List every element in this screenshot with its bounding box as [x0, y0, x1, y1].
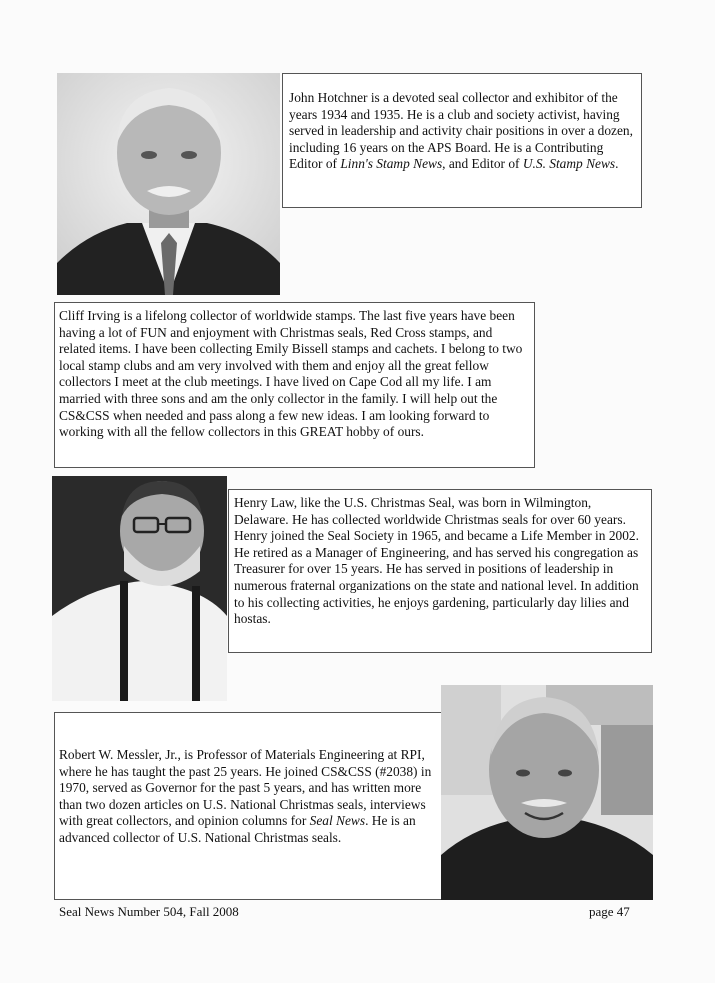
bio-text-cliff-irving: Cliff Irving is a lifelong collector of worldwide stamps. The last five years have been having a lot of FUN and enjoyment with Christmas seals, Red Cross stamps, and related items. I have been collecting Emily Bissell stamps and cachets. I belong to two local stamp clubs and am very involved with them and enjoy all the great fellow collectors I meet at the club meetings. I have lived on Cape Cod all my life. I am married with three sons and am the only collector in the family. I will help out the CS&CSS when needed and pass along a few new ideas. I am looking forward to working with all the fellow collectors in this GREAT hobby of ours. [59, 308, 523, 440]
footer-page-number: page 47 [589, 904, 630, 919]
bio-cliff-irving [54, 302, 535, 468]
bio-text-robert-messler: Robert W. Messler, Jr., is Professor of Materials Engineering at RPI, where he has taught the past 25 years. He joined CS&CSS (#2038) in 1970, served as Governor for the past 5 years, and has written more than two dozen articles on U.S. National Christmas seals, interviews with great collectors, and opinion columns for Seal News. He is an advanced collector of U.S. National Christmas seals. [59, 747, 432, 845]
footer-publication: Seal News Number 504, Fall 2008 [59, 904, 239, 919]
photo-john-hotchner [57, 73, 280, 295]
bio-text-john-hotchner: John Hotchner is a devoted seal collector and exhibitor of the years 1934 and 1935. He is a club and society activist, having served in leadership and activity chair positions in over a dozen, including 16 years on the APS Board. He is a Contributing Editor of Linn's Stamp News, and Editor of U.S. Stamp News. [289, 90, 633, 172]
bio-henry-law [228, 489, 652, 653]
photo-henry-law [52, 476, 227, 701]
bio-john-hotchner [282, 73, 642, 208]
bio-robert-messler [54, 712, 443, 900]
bio-text-henry-law: Henry Law, like the U.S. Christmas Seal, was born in Wilmington, Delaware. He has collected worldwide Christmas seals for over 60 years. Henry joined the Seal Society in 1965, and became a Life Member in 2002. He retired as a Manager of Engineering, and has served his congregation as Treasurer for over 15 years. He has served in positions of leadership in numerous fraternal organizations on the state and national level. In addition to his collecting activities, he enjoys gardening, particularly day lilies and hostas. [234, 495, 639, 627]
photo-robert-messler [441, 685, 653, 900]
